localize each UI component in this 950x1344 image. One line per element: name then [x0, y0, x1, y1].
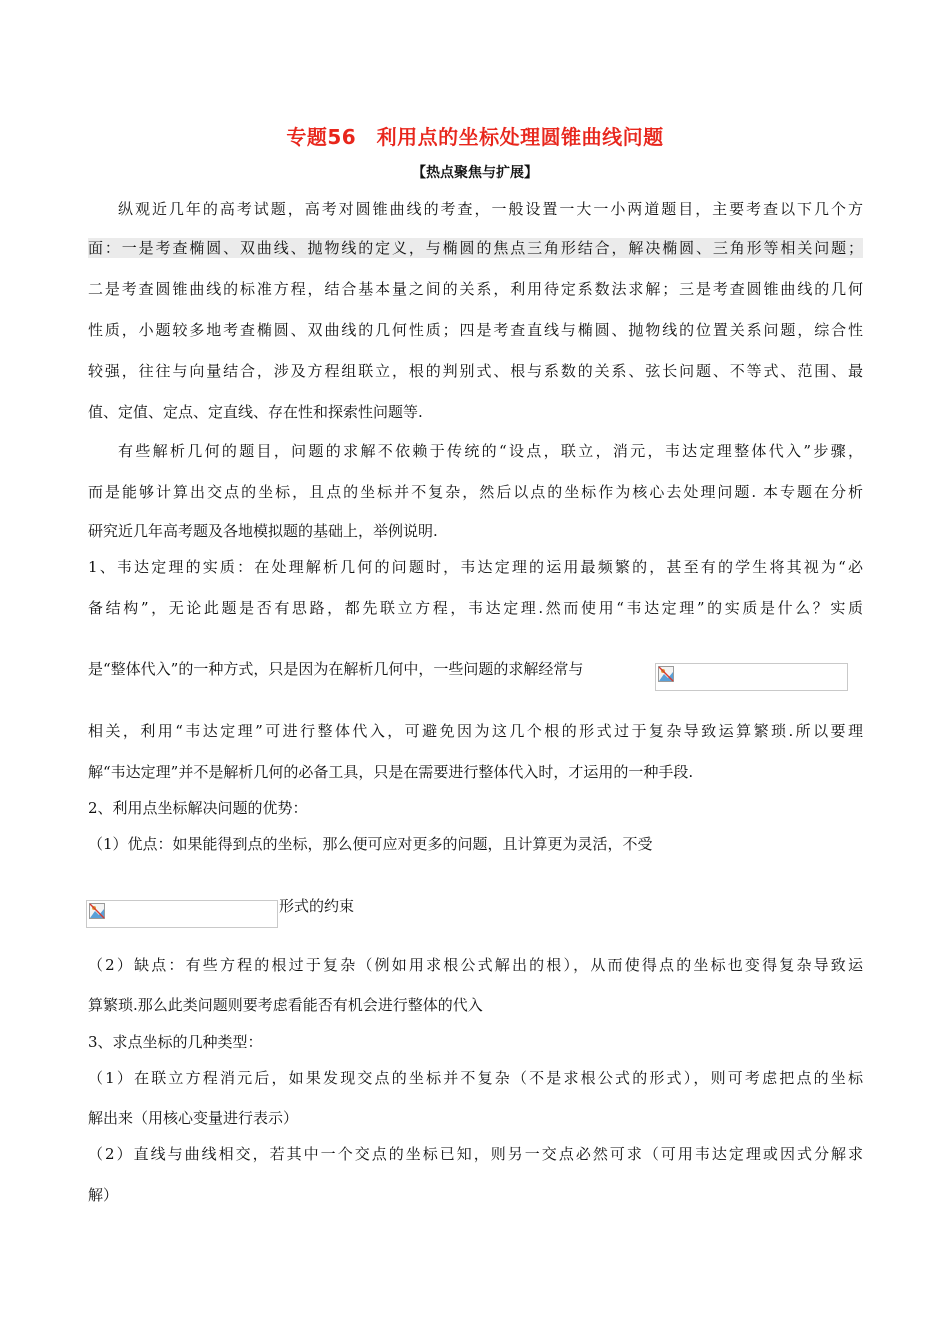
- inline-image-placeholder-2: [86, 900, 278, 928]
- intro-p2-line3: 研究近几年高考题及各地模拟题的基础上，举例说明.: [88, 522, 438, 540]
- intro-p1-line2: 面：一是考查椭圆、双曲线、抛物线的定义，与椭圆的焦点三角形结合，解决椭圆、三角形等相关问题；: [88, 239, 863, 257]
- section2-disadvantage-line1: （2）缺点：有些方程的根过于复杂（例如用求根公式解出的根），从而使得点的坐标也变得复杂导致运: [88, 956, 863, 974]
- broken-image-icon: [658, 666, 674, 682]
- section1-line4: 相关，利用“韦达定理”可进行整体代入，可避免因为这几个根的形式过于复杂导致运算繁琐.所以要理: [88, 722, 863, 740]
- intro-p1-line3: 二是考查圆锥曲线的标准方程，结合基本量之间的关系，利用待定系数法求解；三是考查圆锥曲线的几何: [88, 280, 863, 298]
- page-title: 专题56 利用点的坐标处理圆锥曲线问题: [286, 125, 664, 149]
- section1-line5: 解“韦达定理”并不是解析几何的必备工具，只是在需要进行整体代入时，才运用的一种手段.: [88, 763, 694, 781]
- intro-p2-line2: 而是能够计算出交点的坐标，且点的坐标并不复杂，然后以点的坐标作为核心去处理问题. 本专题在分析: [88, 483, 863, 501]
- section-subtitle: 【热点聚焦与扩展】: [412, 165, 538, 181]
- intro-p1-line5: 较强，往往与向量结合，涉及方程组联立，根的判别式、根与系数的关系、弦长问题、不等式、范围、最: [88, 362, 863, 380]
- section3-type1-line2: 解出来（用核心变量进行表示）: [88, 1109, 299, 1127]
- intro-p2-line1: 有些解析几何的题目，问题的求解不依赖于传统的“设点，联立，消元，韦达定理整体代入”步骤，: [118, 442, 863, 460]
- broken-image-icon: [89, 903, 105, 919]
- section3-type2-line2: 解）: [88, 1186, 119, 1204]
- intro-p1-line1: 纵观近几年的高考试题，高考对圆锥曲线的考查，一般设置一大一小两道题目，主要考查以下几个方: [118, 200, 863, 218]
- section2-advantage-line2: 形式的约束: [279, 897, 355, 915]
- section2-heading: 2、利用点坐标解决问题的优势：: [88, 799, 308, 817]
- section2-disadvantage-line2: 算繁琐.那么此类问题则要考虑看能否有机会进行整体的代入: [88, 996, 483, 1014]
- inline-image-placeholder-1: [655, 663, 848, 691]
- section3-type2-line1: （2）直线与曲线相交，若其中一个交点的坐标已知，则另一交点必然可求（可用韦达定理或因式分解求: [88, 1145, 863, 1163]
- intro-p1-line4: 性质，小题较多地考查椭圆、双曲线的几何性质；四是考查直线与椭圆、抛物线的位置关系问题，综合性: [88, 321, 863, 339]
- section1-line3: 是“整体代入”的一种方式，只是因为在解析几何中，一些问题的求解经常与: [88, 660, 584, 678]
- section2-advantage-line1: （1）优点：如果能得到点的坐标，那么便可应对更多的问题，且计算更为灵活，不受: [88, 835, 653, 853]
- section3-heading: 3、求点坐标的几种类型：: [88, 1033, 263, 1051]
- section1-line1: 1、韦达定理的实质：在处理解析几何的问题时，韦达定理的运用最频繁的，甚至有的学生将其视为“必: [88, 558, 863, 576]
- section3-type1-line1: （1）在联立方程消元后，如果发现交点的坐标并不复杂（不是求根公式的形式），则可考虑把点的坐标: [88, 1069, 863, 1087]
- intro-p1-line6: 值、定值、定点、定直线、存在性和探索性问题等.: [88, 403, 423, 421]
- section1-line2: 备结构”，无论此题是否有思路，都先联立方程，韦达定理.然而使用“韦达定理”的实质是什么？实质: [88, 599, 863, 617]
